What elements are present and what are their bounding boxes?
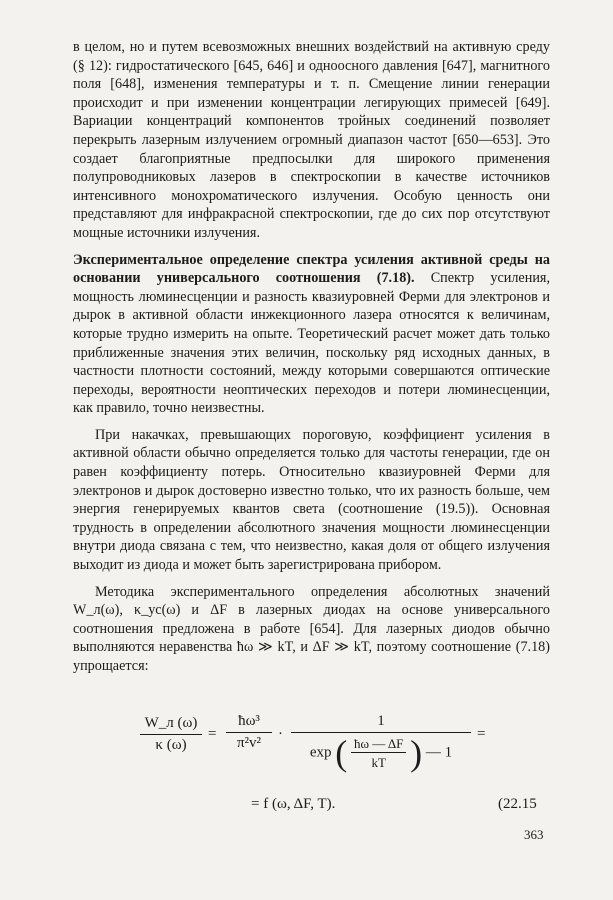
middle-denominator: π²v²: [226, 732, 272, 752]
middle-fraction: [226, 713, 272, 752]
right-paren: ): [410, 733, 423, 773]
equation-number: (22.15: [498, 796, 537, 812]
exponent-denominator: kT: [371, 754, 386, 770]
paragraph-2-text: Спектр усиления, мощность люминесценции и разность квазиуровней Ферми для электронов и дырок в активной области инжекционного лазера относятся к величинам, которые трудно измерить на опыте. Теоретический расчет может дать только приближенные значения этих величин, поскольку ряд исходных данных, в частности плотности состояний, между которыми совершаются оптические переходы, вероятности неоптических переходов и потери люминесценции, как правило, точно неизвестны.: [73, 270, 550, 417]
page-number: 363: [524, 827, 544, 842]
equation-22-15: [73, 710, 553, 830]
paragraph-4: Методика экспериментального определения абсолютных значений W_л(ω), κ_ус(ω) и ΔF в лазерных диодах на основе универсального соотношения предложена в работе [654]. Для лазерных диодов обычно выполняются неравенства ħω ≫ kT, и ΔF ≫ kT, поэтому соотношение (7.18) упрощается:: [73, 583, 550, 674]
lhs-fraction: [140, 715, 202, 754]
right-fraction: [291, 713, 471, 771]
paragraph-2: [73, 251, 550, 418]
section-heading: Экспериментальное определение спектра усиления активной среды на основании универсального соотношения (7.18).: [73, 251, 550, 287]
exponent-numerator: ħω — ΔF: [351, 736, 406, 753]
exp-label: exp: [309, 744, 332, 761]
lhs-numerator: W_л (ω): [144, 715, 198, 731]
middle-numerator: ħω³: [238, 713, 260, 729]
equals-sign-2: =: [477, 726, 486, 742]
right-denominator: [291, 732, 471, 771]
lhs-denominator: κ (ω): [140, 734, 202, 754]
exponent-fraction: [351, 736, 406, 771]
multiply-dot: ·: [278, 726, 283, 742]
function-result: = f (ω, ΔF, T).: [251, 796, 336, 812]
paragraph-3: При накачках, превышающих пороговую, коэффициент усиления в активной области обычно определяется только для частоты генерации, где он равен коэффициенту потерь. Относительно квазиуровней Ферми для электронов и дырок достоверно известно только, что их разность больше, чем энергия генерируемых квантов света (соотношение (19.5)). Основная трудность в определении абсолютного значения мощности люминесценции внутри диода связана с тем, что неизвестно, какая доля от общего излучения выходит из диода и может быть зарегистрирована прибором.: [73, 426, 550, 574]
right-numerator: 1: [377, 713, 385, 729]
equals-sign-1: =: [208, 726, 217, 742]
left-paren: (: [335, 733, 348, 773]
body-text: [73, 38, 550, 684]
minus-one: — 1: [425, 744, 453, 761]
paragraph-1: в целом, но и путем всевозможных внешних воздействий на активную среду (§ 12): гидростатического [645, 646] и одноосного давления [647], магнитного поля [648], изменения температуры и т. п. Смещение линии генерации происходит и при изменении концентрации легирующих примесей [649]. Вариации концентраций компонентов тройных соединений позволяет перекрыть лазерным излучением огромный диапазон частот [650—653]. Это создает благоприятные предпосылки для широкого применения полупроводниковых лазеров в спектроскопии в качестве источников интенсивного монохроматического излучения. Особую ценность они представляют для инфракрасной спектроскопии, где до сих пор отсутствуют мощные источники излучения.: [73, 39, 550, 241]
